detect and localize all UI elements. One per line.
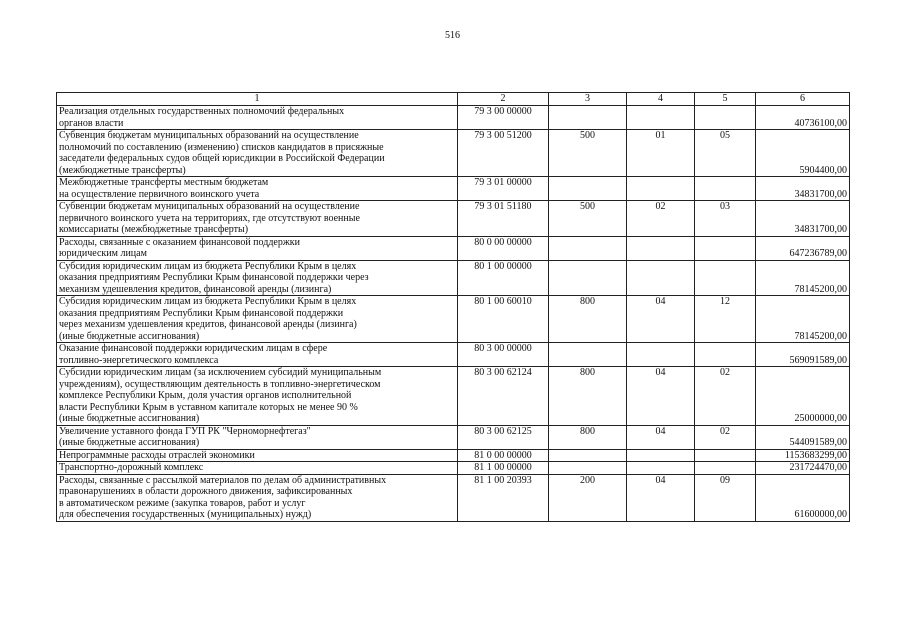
page-number: 516 — [445, 30, 460, 41]
row-amount-cell: 544091589,00 — [756, 425, 850, 449]
row-code-cell: 80 1 00 60010 — [458, 296, 549, 343]
row-vr-cell — [549, 343, 627, 367]
row-code-cell: 81 1 00 00000 — [458, 462, 549, 475]
row-pr-cell: 02 — [695, 425, 756, 449]
header-cell: 1 — [57, 93, 458, 106]
row-amount-cell: 78145200,00 — [756, 260, 850, 296]
row-name-text: Увеличение уставного фонда ГУП РК "Черноморнефтегаз" (иные бюджетные ассигнования) — [59, 425, 311, 448]
table-row — [57, 449, 850, 462]
row-name-text: Субсидии юридическим лицам (за исключением субсидий муниципальным учреждениям), осуществляющим деятельность в топливно-энергетическом комплексе Республики Крым, доля участия органов исполнительной власти Республики Крым в уставном капитале которых не менее 90 % (иные бюджетные ассигнования) — [59, 367, 382, 424]
row-code-cell: 80 1 00 00000 — [458, 260, 549, 296]
row-name-text: Реализация отдельных государственных полномочий федеральных органов власти — [59, 106, 345, 129]
row-name-text: Расходы, связанные с оказанием финансовой поддержки юридическим лицам — [59, 236, 300, 259]
table-row — [57, 177, 850, 201]
row-amount-cell: 34831700,00 — [756, 201, 850, 237]
row-code-cell: 80 3 00 00000 — [458, 343, 549, 367]
row-name-cell — [57, 367, 458, 426]
row-amount-cell: 25000000,00 — [756, 367, 850, 426]
row-pr-cell — [695, 106, 756, 130]
row-rz-cell — [627, 236, 695, 260]
row-code-cell: 80 3 00 62125 — [458, 425, 549, 449]
row-name-cell — [57, 425, 458, 449]
row-vr-cell: 500 — [549, 130, 627, 177]
row-name-text: Расходы, связанные с рассылкой материалов по делам об административных правонарушениях в области дорожного движения, зафиксированных в автоматическом режиме (закупка товаров, работ и услуг для обеспечения государственных (муниципальных) нужд) — [59, 474, 387, 520]
row-rz-cell — [627, 343, 695, 367]
row-rz-cell — [627, 106, 695, 130]
row-rz-cell — [627, 177, 695, 201]
row-pr-cell — [695, 260, 756, 296]
row-code-cell: 81 0 00 00000 — [458, 449, 549, 462]
row-name-text: Транспортно-дорожный комплекс — [59, 462, 204, 473]
row-name-text: Непрограммные расходы отраслей экономики — [59, 449, 255, 461]
row-amount-cell: 78145200,00 — [756, 296, 850, 343]
row-pr-cell — [695, 449, 756, 462]
row-name-text: Субсидия юридическим лицам из бюджета Республики Крым в целях оказания предприятиям Республики Крым финансовой поддержки через механизм удешевления кредитов, финансовой аренды (лизинга) (иные бюджетные ассигнования) — [59, 296, 357, 342]
row-amount-cell: 231724470,00 — [756, 462, 850, 475]
table-row — [57, 106, 850, 130]
row-pr-cell: 03 — [695, 201, 756, 237]
row-pr-cell — [695, 236, 756, 260]
table-row — [57, 260, 850, 296]
row-name-cell — [57, 449, 458, 462]
row-name-text: Субвенция бюджетам муниципальных образований на осуществление полномочий по составлению (изменению) списков кандидатов в присяжные заседатели федеральных судов общей юрисдикции в Российской Федерации (межбюджетные трансферты) — [59, 130, 385, 176]
row-pr-cell: 09 — [695, 474, 756, 521]
table-row — [57, 130, 850, 177]
row-rz-cell — [627, 462, 695, 475]
row-rz-cell: 04 — [627, 474, 695, 521]
row-pr-cell — [695, 462, 756, 475]
row-vr-cell — [549, 177, 627, 201]
row-name-cell — [57, 474, 458, 521]
row-vr-cell: 200 — [549, 474, 627, 521]
row-amount-cell: 61600000,00 — [756, 474, 850, 521]
row-vr-cell: 800 — [549, 425, 627, 449]
row-vr-cell — [549, 449, 627, 462]
header-cell: 6 — [756, 93, 850, 106]
row-vr-cell — [549, 260, 627, 296]
row-code-cell: 80 0 00 00000 — [458, 236, 549, 260]
header-cell: 3 — [549, 93, 627, 106]
row-code-cell: 79 3 01 51180 — [458, 201, 549, 237]
row-name-cell — [57, 260, 458, 296]
row-pr-cell — [695, 177, 756, 201]
row-name-cell — [57, 236, 458, 260]
header-cell: 4 — [627, 93, 695, 106]
row-code-cell: 80 3 00 62124 — [458, 367, 549, 426]
row-code-cell: 81 1 00 20393 — [458, 474, 549, 521]
row-code-cell: 79 3 00 51200 — [458, 130, 549, 177]
row-name-cell — [57, 106, 458, 130]
row-name-cell — [57, 462, 458, 475]
table-row — [57, 367, 850, 426]
row-vr-cell: 800 — [549, 367, 627, 426]
row-rz-cell — [627, 449, 695, 462]
table-row — [57, 201, 850, 237]
row-vr-cell — [549, 462, 627, 475]
row-name-text: Межбюджетные трансферты местным бюджетам на осуществление первичного воинского учета — [59, 177, 269, 200]
budget-table — [56, 92, 850, 522]
row-pr-cell — [695, 343, 756, 367]
row-amount-cell: 569091589,00 — [756, 343, 850, 367]
row-name-text: Субсидия юридическим лицам из бюджета Республики Крым в целях оказания предприятиям Республики Крым финансовой поддержки через механизм удешевления кредитов, финансовой аренды (лизинга) — [59, 260, 369, 295]
header-cell: 5 — [695, 93, 756, 106]
row-rz-cell: 01 — [627, 130, 695, 177]
row-name-cell — [57, 201, 458, 237]
row-amount-cell: 34831700,00 — [756, 177, 850, 201]
row-vr-cell: 800 — [549, 296, 627, 343]
row-rz-cell — [627, 260, 695, 296]
row-name-cell — [57, 343, 458, 367]
header-cell: 2 — [458, 93, 549, 106]
row-rz-cell: 02 — [627, 201, 695, 237]
row-pr-cell: 02 — [695, 367, 756, 426]
row-vr-cell — [549, 236, 627, 260]
row-code-cell: 79 3 00 00000 — [458, 106, 549, 130]
row-pr-cell: 05 — [695, 130, 756, 177]
row-name-text: Оказание финансовой поддержки юридическим лицам в сфере топливно-энергетического комплекса — [59, 343, 328, 366]
row-name-cell — [57, 177, 458, 201]
row-vr-cell — [549, 106, 627, 130]
row-rz-cell: 04 — [627, 296, 695, 343]
row-amount-cell: 647236789,00 — [756, 236, 850, 260]
table-row — [57, 343, 850, 367]
row-rz-cell: 04 — [627, 367, 695, 426]
row-amount-cell: 40736100,00 — [756, 106, 850, 130]
table-row — [57, 425, 850, 449]
row-amount-cell: 5904400,00 — [756, 130, 850, 177]
row-name-cell — [57, 130, 458, 177]
table-row — [57, 462, 850, 475]
row-pr-cell: 12 — [695, 296, 756, 343]
table-row — [57, 236, 850, 260]
row-name-text: Субвенции бюджетам муниципальных образований на осуществление первичного воинского учета на территориях, где отсутствуют военные комиссариаты (межбюджетные трансферты) — [59, 201, 360, 235]
table-row — [57, 474, 850, 521]
table-row — [57, 296, 850, 343]
row-name-cell — [57, 296, 458, 343]
row-vr-cell: 500 — [549, 201, 627, 237]
row-code-cell: 79 3 01 00000 — [458, 177, 549, 201]
row-amount-cell: 1153683299,00 — [756, 449, 850, 462]
table-header-row — [57, 93, 850, 106]
row-rz-cell: 04 — [627, 425, 695, 449]
